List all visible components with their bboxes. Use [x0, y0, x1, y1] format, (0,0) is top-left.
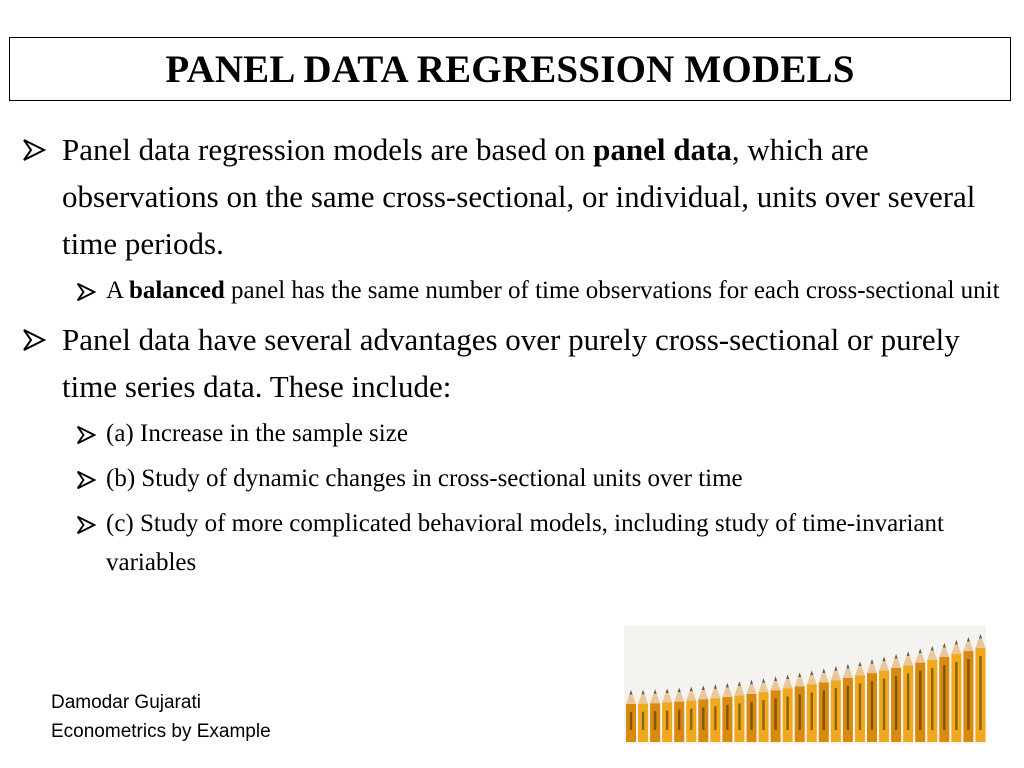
bullet-text-bold: panel data	[593, 132, 732, 167]
subbullet-text-bold: balanced	[128, 277, 225, 304]
pencil-graphic	[626, 690, 636, 742]
subbullet-text: (c) Study of more complicated behavioral models, including study of time-invariant variables	[106, 510, 944, 576]
pencil-graphic	[951, 640, 961, 742]
subbullet-text-post: panel has the same number of time observations for each cross-sectional unit	[224, 277, 1000, 304]
pencil-graphic	[771, 676, 781, 742]
pencil-graphic	[722, 683, 732, 742]
footer-credit	[51, 688, 271, 746]
subbullet-balanced-panel	[18, 271, 1008, 310]
pencil-graphic	[939, 643, 949, 742]
pencil-graphic	[638, 690, 648, 742]
title-box	[9, 37, 1011, 101]
pencil-graphic	[686, 687, 696, 742]
arrow-bullet-icon	[22, 138, 46, 162]
pencil-graphic	[759, 678, 769, 742]
arrow-bullet-icon	[76, 282, 96, 302]
pencil-graphic	[879, 657, 889, 742]
pencil-graphic	[795, 673, 805, 742]
pencil-graphic	[915, 649, 925, 742]
bullet-list	[18, 126, 1008, 582]
pencil-graphic	[662, 689, 672, 742]
pencil-graphic	[734, 681, 744, 742]
subbullet-text: (a) Increase in the sample size	[106, 420, 408, 447]
bullet-advantages	[18, 316, 1008, 410]
arrow-bullet-icon	[76, 425, 96, 445]
pencil-graphic	[903, 651, 913, 742]
subbullet-c	[18, 504, 1008, 582]
arrow-bullet-icon	[76, 515, 96, 535]
pencil-graphic	[855, 662, 865, 742]
slide-title: PANEL DATA REGRESSION MODELS	[165, 47, 855, 91]
pencil-graphic	[867, 659, 877, 742]
pencil-graphic	[650, 689, 660, 742]
pencils-image	[624, 626, 986, 744]
subbullet-text-pre: A	[106, 277, 129, 304]
pencil-graphic	[831, 666, 841, 742]
pencil-graphic	[698, 685, 708, 742]
arrow-bullet-icon	[76, 470, 96, 490]
pencil-graphic	[710, 684, 720, 742]
arrow-bullet-icon	[22, 328, 46, 352]
pencil-graphic	[975, 634, 985, 742]
pencil-graphic	[891, 654, 901, 742]
pencil-graphic	[843, 664, 853, 742]
pencil-graphic	[807, 670, 817, 742]
pencil-graphic	[747, 680, 757, 742]
pencil-graphic	[963, 637, 973, 742]
subbullet-a	[18, 414, 1008, 453]
subbullet-text: (b) Study of dynamic changes in cross-sectional units over time	[106, 465, 743, 492]
pencil-graphic	[783, 674, 793, 742]
bullet-text-post: , which are observations on the same cross-sectional, or individual, units over several time periods.	[62, 132, 976, 261]
subbullet-b	[18, 459, 1008, 498]
pencil-graphic	[819, 668, 829, 742]
pencil-graphic	[927, 646, 937, 742]
footer-author: Damodar Gujarati	[51, 692, 201, 713]
bullet-panel-data-definition	[18, 126, 1008, 267]
pencil-graphic	[674, 688, 684, 742]
bullet-text-pre: Panel data regression models are based on	[62, 132, 594, 167]
bullet-text: Panel data have several advantages over purely cross-sectional or purely time series data. These include:	[62, 322, 960, 404]
footer-book: Econometrics by Example	[51, 721, 271, 742]
